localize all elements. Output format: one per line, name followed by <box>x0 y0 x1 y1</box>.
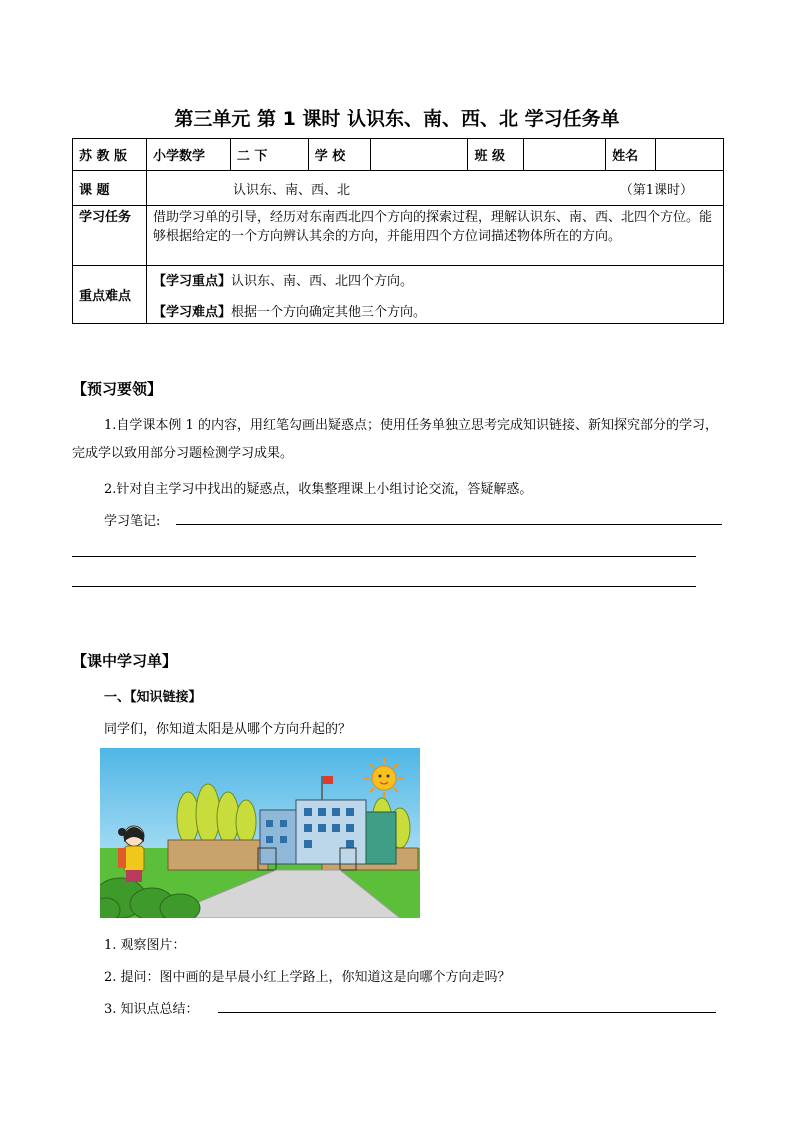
summary-line[interactable] <box>218 1012 716 1013</box>
school-label: 学 校 <box>308 139 370 171</box>
notes-line[interactable] <box>176 524 722 525</box>
task-label: 学习任务 <box>73 206 147 266</box>
notes-line[interactable] <box>72 556 696 557</box>
direction-question: 2. 提问：图中画的是早晨小红上学路上，你知道这是向哪个方向走吗？ <box>104 970 511 985</box>
difficulty-tag: 【学习难点】 <box>152 304 231 320</box>
observe-picture: 1. 观察图片： <box>104 938 186 953</box>
topic-cell <box>146 171 723 206</box>
notes-label: 学习笔记: <box>104 514 161 529</box>
summary-label: 3. 知识点总结： <box>104 1002 199 1017</box>
sun-question: 同学们，你知道太阳是从哪个方向升起的？ <box>104 722 352 737</box>
key-point-tag: 【学习重点】 <box>152 273 231 289</box>
info-table <box>72 138 724 324</box>
preview-heading: 【预习要领】 <box>72 380 163 398</box>
key-label: 重点难点 <box>73 266 147 324</box>
topic-label: 课 题 <box>73 171 147 206</box>
topic-text: 认识东、南、西、北 <box>232 182 350 198</box>
preview-item-2: 2.针对自主学习中找出的疑惑点，收集整理课上小组讨论交流，答疑解惑。 <box>104 482 533 497</box>
class-label: 班 级 <box>468 139 524 171</box>
page-title: 第三单元 第 1 课时 认识东、南、西、北 学习任务单 <box>174 108 620 130</box>
key-cell <box>146 266 723 324</box>
knowledge-link-heading: 一、【知识链接】 <box>104 690 202 705</box>
name-field[interactable] <box>656 139 724 171</box>
class-field[interactable] <box>524 139 606 171</box>
name-label: 姓名 <box>606 139 656 171</box>
edition-cell: 苏 教 版 <box>73 139 147 171</box>
school-field[interactable] <box>370 139 468 171</box>
key-point-text: 认识东、南、西、北四个方向。 <box>230 273 413 289</box>
class-sheet-heading: 【课中学习单】 <box>72 652 178 670</box>
subject-cell: 小学数学 <box>146 139 230 171</box>
difficulty-text: 根据一个方向确定其他三个方向。 <box>230 304 426 320</box>
preview-item-1: 1.自学课本例 1 的内容，用红笔勾画出疑惑点；使用任务单独立思考完成知识链接、新知探究部分的学习，完成学以致用部分习题检测学习成果。 <box>72 418 718 461</box>
grade-cell: 二 下 <box>230 139 308 171</box>
notes-line[interactable] <box>72 586 696 587</box>
task-text: 借助学习单的引导，经历对东南西北四个方向的探索过程，理解认识东、南、西、北四个方位。能够根据给定的一个方向辨认其余的方向，并能用四个方位词描述物体所在的方向。 <box>146 206 723 266</box>
school-morning-illustration <box>100 748 420 918</box>
period-text: （第1课时） <box>619 182 693 198</box>
